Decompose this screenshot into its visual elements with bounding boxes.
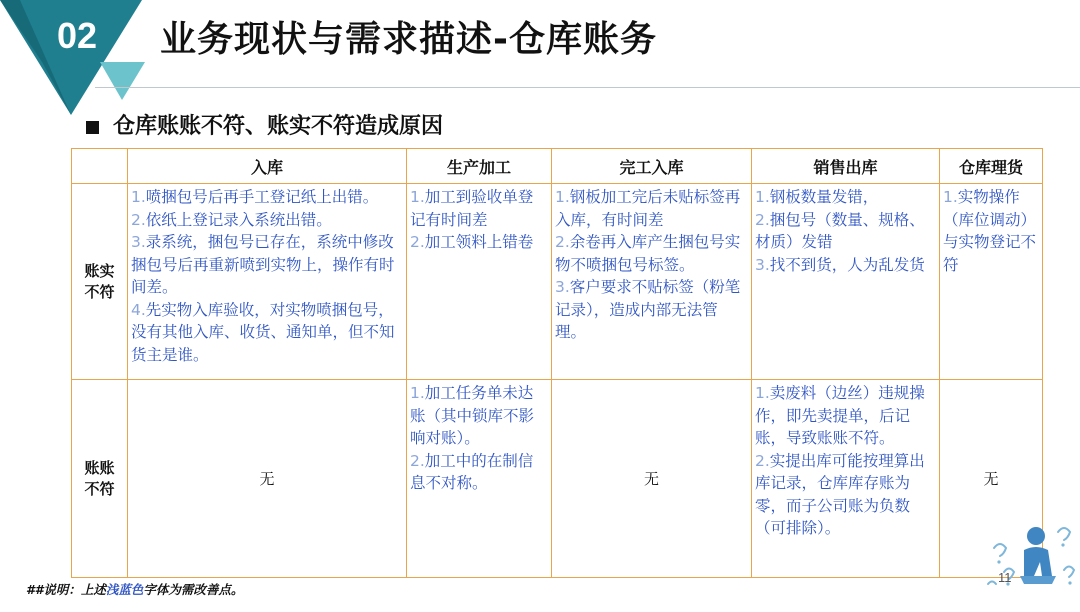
list-item-number: 2. bbox=[410, 233, 425, 251]
list-item-text: 卖废料（边丝）违规操作，即先卖提单，后记账，导致账账不符。 bbox=[755, 384, 925, 447]
causes-table bbox=[71, 148, 1043, 578]
section-number: 02 bbox=[56, 15, 98, 56]
list-item-number: 1. bbox=[410, 188, 425, 206]
list-item-text: 加工任务单未达账（其中锁库不影响对账）。 bbox=[410, 384, 535, 447]
table-header-row bbox=[72, 149, 1043, 184]
list-item-number: 2. bbox=[555, 233, 570, 251]
column-header: 入库 bbox=[128, 149, 407, 184]
list-item-number: 1. bbox=[410, 384, 425, 402]
list-item-text: 钢板加工完后未贴标签再入库，有时间差 bbox=[555, 188, 741, 229]
list-item-text: 依纸上登记录入系统出错。 bbox=[145, 210, 332, 229]
table-cell bbox=[752, 184, 940, 380]
title-divider bbox=[95, 87, 1080, 88]
list-item-text: 余卷再入库产生捆包号实物不喷捆包号标签。 bbox=[555, 233, 741, 274]
list-item-number: 2. bbox=[755, 210, 770, 229]
list-item-text: 捆包号（数量、规格、材质）发错 bbox=[755, 210, 925, 251]
list-item bbox=[555, 276, 748, 344]
section-heading bbox=[86, 112, 443, 142]
footnote-prefix: ##说明：上述 bbox=[26, 582, 106, 597]
page-number: 11 bbox=[998, 570, 1012, 585]
list-item-text: 喷捆包号后再手工登记纸上出错。 bbox=[145, 188, 379, 206]
list-item bbox=[755, 209, 936, 254]
list-item bbox=[410, 231, 548, 254]
list-item-number: 1. bbox=[943, 188, 958, 206]
list-item bbox=[943, 186, 1039, 276]
list-item-text: 实物操作（库位调动）与实物登记不符 bbox=[943, 188, 1037, 274]
list-item-text: 录系统，捆包号已存在，系统中修改捆包号后再重新喷到实物上，操作有时间差。 bbox=[131, 233, 395, 296]
list-item bbox=[131, 231, 403, 299]
list-item-number: 1. bbox=[755, 384, 770, 402]
list-item-number: 2. bbox=[755, 451, 770, 470]
decorative-thinker-figure-icon bbox=[980, 510, 1080, 608]
footnote-suffix: 字体为需改善点。 bbox=[143, 582, 244, 597]
footnote bbox=[26, 581, 243, 599]
list-item bbox=[410, 450, 548, 495]
list-item bbox=[555, 231, 748, 276]
list-item-number: 2. bbox=[131, 210, 146, 229]
list-item bbox=[410, 186, 548, 231]
list-item bbox=[131, 299, 403, 367]
footnote-highlight: 浅蓝色 bbox=[105, 582, 144, 597]
table-cell-empty: 无 bbox=[940, 380, 1043, 578]
section-badge bbox=[0, 0, 170, 130]
table-cell-empty: 无 bbox=[552, 380, 752, 578]
list-item bbox=[755, 450, 936, 540]
list-item-number: 2. bbox=[410, 451, 425, 470]
list-item-text: 实提出库可能按理算出库记录，仓库库存账为零，而子公司账为负数（可排除）。 bbox=[755, 451, 925, 537]
table-cell bbox=[128, 184, 407, 380]
list-item-number: 3. bbox=[131, 233, 146, 251]
list-item-number: 3. bbox=[555, 278, 570, 296]
table-cell bbox=[407, 184, 552, 380]
list-item-text: 加工领料上错卷 bbox=[424, 233, 534, 251]
list-item bbox=[131, 209, 403, 232]
table-cell bbox=[552, 184, 752, 380]
bullet-square-icon bbox=[86, 121, 99, 134]
list-item bbox=[755, 254, 936, 277]
list-item bbox=[131, 186, 403, 209]
list-item-text: 客户要求不贴标签（粉笔记录），造成内部无法管理。 bbox=[555, 278, 741, 341]
table-row bbox=[72, 380, 1043, 578]
column-header: 销售出库 bbox=[752, 149, 940, 184]
list-item bbox=[555, 186, 748, 231]
table-cell bbox=[407, 380, 552, 578]
table-row bbox=[72, 184, 1043, 380]
list-item-number: 1. bbox=[555, 188, 570, 206]
table-cell bbox=[752, 380, 940, 578]
list-item-text: 先实物入库验收，对实物喷捆包号，没有其他入库、收货、通知单，但不知货主是谁。 bbox=[131, 300, 395, 364]
list-item-number: 4. bbox=[131, 300, 146, 319]
list-item bbox=[755, 186, 936, 209]
list-item-text: 找不到货，人为乱发货 bbox=[769, 255, 925, 274]
list-item-text: 加工到验收单登记有时间差 bbox=[410, 188, 534, 229]
column-header: 完工入库 bbox=[552, 149, 752, 184]
table-cell bbox=[940, 184, 1043, 380]
list-item-number: 3. bbox=[755, 255, 770, 274]
column-header: 生产加工 bbox=[407, 149, 552, 184]
page-title: 业务现状与需求描述-仓库账务 bbox=[160, 19, 657, 60]
row-header: 账实 不符 bbox=[72, 184, 128, 380]
section-heading-text: 仓库账账不符、账实不符造成原因 bbox=[113, 114, 444, 139]
table-cell-empty: 无 bbox=[128, 380, 407, 578]
list-item bbox=[410, 382, 548, 450]
list-item-number: 1. bbox=[131, 188, 146, 206]
list-item-text: 钢板数量发错， bbox=[769, 188, 879, 206]
column-header: 仓库理货 bbox=[940, 149, 1043, 184]
list-item bbox=[755, 382, 936, 450]
row-header: 账账 不符 bbox=[72, 380, 128, 578]
table-corner-cell bbox=[72, 149, 128, 184]
list-item-text: 加工中的在制信息不对称。 bbox=[410, 451, 534, 492]
list-item-number: 1. bbox=[755, 188, 770, 206]
